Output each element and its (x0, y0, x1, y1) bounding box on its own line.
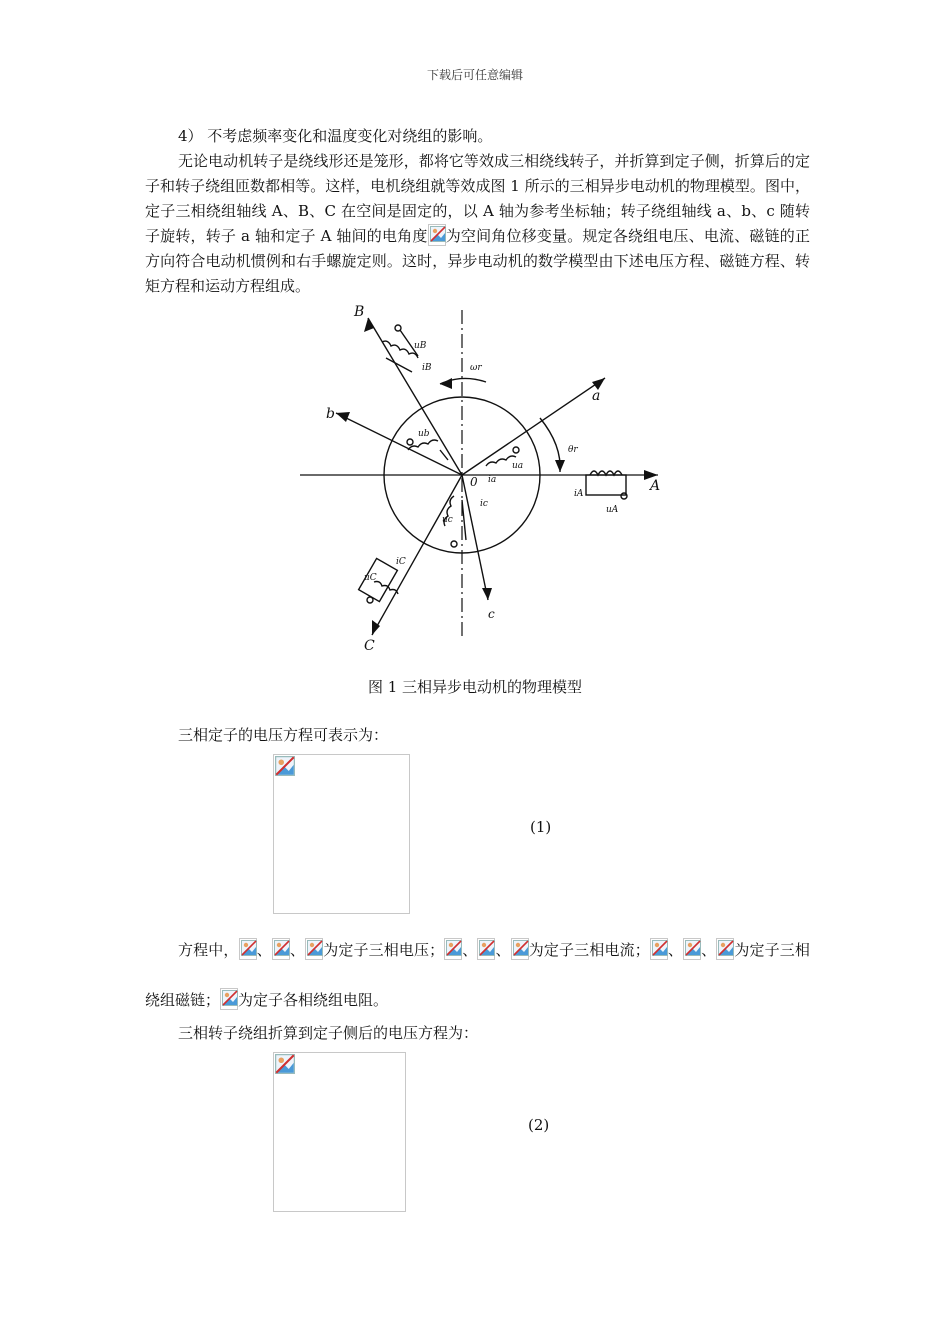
broken-image-icon (716, 938, 734, 960)
motor-model-figure (290, 300, 670, 650)
sep: 、 (462, 941, 478, 959)
broken-image-icon (650, 938, 668, 960)
label-B: B (354, 304, 365, 320)
broken-image-icon (239, 938, 257, 960)
broken-image-icon (428, 224, 446, 246)
paragraph-1-text-a: 无论电动机转子是绕线形还是笼形，都将它等效成三相绕线转子，并折算到定子侧，折算后的定子和转子绕组匝数都相等。这样，电机绕组就等效成图 1 所示的三相异步电动机的物理模型。图中，定子三相绕组轴线 A、B、C 在空间是固定的，以 A 轴为参考坐标轴；转子绕组轴线 a、b、c 随转子旋转，转子 a 轴和定子 A 轴间的电角度 (145, 152, 810, 245)
sep: 、 (256, 941, 272, 959)
sep: 、 (700, 941, 717, 959)
label-theta: θr (568, 445, 578, 455)
label-uc: uc (442, 515, 453, 525)
broken-image-icon (444, 938, 462, 960)
item-4: 4） 不考虑频率变化和温度变化对绕组的影响。 (178, 127, 493, 145)
equation-1-number: (1) (530, 818, 552, 836)
equation-2-number: (2) (528, 1116, 550, 1134)
page-header: 下载后可任意编辑 (426, 68, 523, 82)
broken-image-icon (220, 988, 238, 1010)
label-ic: ic (480, 499, 488, 509)
label-uB: uB (414, 341, 427, 351)
rotor-intro: 三相转子绕组折算到定子侧后的电压方程为： (178, 1024, 479, 1042)
label-iC: iC (396, 557, 406, 567)
label-ua: ua (512, 461, 524, 471)
desc-current: 为定子三相电流； (528, 941, 650, 959)
label-C: C (364, 638, 375, 650)
symbol-description (145, 925, 810, 1025)
label-omega: ωr (470, 363, 482, 373)
label-A: A (650, 478, 661, 494)
broken-image-icon (477, 938, 495, 960)
label-ub: ub (418, 429, 430, 439)
broken-image-icon (683, 938, 701, 960)
desc-voltage: 为定子三相电压； (323, 941, 445, 959)
broken-image-icon (275, 756, 295, 776)
broken-image-icon (272, 938, 290, 960)
broken-image-icon (305, 938, 323, 960)
label-b: b (326, 406, 335, 422)
label-origin: 0 (470, 475, 478, 489)
paragraph-1-text-b: 为空间角位移变量。规定各绕组电压、电流、磁链的正方向符合电动机惯例和右手螺旋定则。这时，异步电动机的数学模型由下述电压方程、磁链方程、转矩方程和运动方程组成。 (145, 227, 810, 295)
broken-image-icon (275, 1054, 295, 1074)
equation-2-image (273, 1052, 406, 1212)
sep: 、 (667, 941, 683, 959)
label-iA: iA (574, 489, 584, 499)
desc-prefix: 方程中， (178, 941, 239, 959)
paragraph-1 (145, 149, 810, 299)
stator-intro: 三相定子的电压方程可表示为： (178, 726, 389, 744)
label-ia: ia (488, 475, 497, 485)
label-iB: iB (422, 363, 432, 373)
equation-1-image (273, 754, 410, 914)
label-a: a (592, 388, 601, 404)
figure-caption: 图 1 三相异步电动机的物理模型 (367, 678, 583, 696)
label-c: c (488, 607, 495, 621)
axis-a (462, 378, 605, 475)
label-uC: uC (364, 573, 377, 583)
desc-resist: 为定子各相绕组电阻。 (238, 991, 389, 1009)
sep: 、 (289, 941, 306, 959)
broken-image-icon (511, 938, 529, 960)
axis-C (372, 475, 462, 635)
desc-flux: 为定子三相绕组磁链； (145, 941, 810, 1009)
sep: 、 (495, 941, 511, 959)
label-uA: uA (606, 505, 619, 515)
